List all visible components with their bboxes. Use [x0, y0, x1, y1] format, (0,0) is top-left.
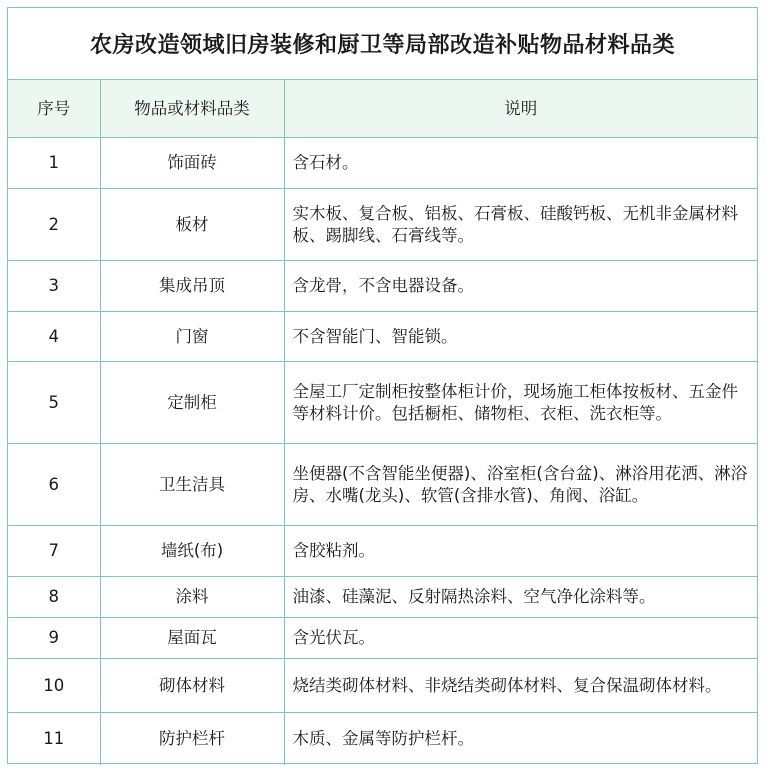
row-item: 定制柜 — [100, 362, 284, 444]
row-desc: 含龙骨，不含电器设备。 — [284, 261, 757, 312]
row-desc: 坐便器(不含智能坐便器)、浴室柜(含台盆)、淋浴用花洒、淋浴房、水嘴(龙头)、软管(含排水管)、角阀、浴缸。 — [284, 444, 757, 526]
row-no: 1 — [8, 138, 100, 189]
row-item: 卫生洁具 — [100, 444, 284, 526]
row-item: 砌体材料 — [100, 659, 284, 713]
row-desc: 含胶粘剂。 — [284, 526, 757, 577]
table-header-row — [8, 80, 757, 138]
subsidy-category-table-frame — [7, 7, 758, 764]
table-row — [8, 312, 757, 362]
category-table — [8, 80, 757, 765]
row-desc: 全屋工厂定制柜按整体柜计价，现场施工柜体按板材、五金件等材料计价。包括橱柜、储物柜、衣柜、洗衣柜等。 — [284, 362, 757, 444]
row-desc: 实木板、复合板、铝板、石膏板、硅酸钙板、无机非金属材料板、踢脚线、石膏线等。 — [284, 189, 757, 261]
header-item: 物品或材料品类 — [100, 80, 284, 138]
table-row — [8, 713, 757, 765]
table-row — [8, 261, 757, 312]
row-no: 7 — [8, 526, 100, 577]
row-desc: 不含智能门、智能锁。 — [284, 312, 757, 362]
row-desc: 含光伏瓦。 — [284, 618, 757, 659]
row-item: 涂料 — [100, 577, 284, 618]
table-row — [8, 189, 757, 261]
row-desc: 木质、金属等防护栏杆。 — [284, 713, 757, 765]
table-row — [8, 659, 757, 713]
row-desc: 油漆、硅藻泥、反射隔热涂料、空气净化涂料等。 — [284, 577, 757, 618]
row-item: 防护栏杆 — [100, 713, 284, 765]
row-item: 饰面砖 — [100, 138, 284, 189]
table-row — [8, 618, 757, 659]
header-no: 序号 — [8, 80, 100, 138]
row-item: 墙纸(布) — [100, 526, 284, 577]
row-item: 门窗 — [100, 312, 284, 362]
row-no: 5 — [8, 362, 100, 444]
table-row — [8, 444, 757, 526]
table-row — [8, 138, 757, 189]
row-desc: 烧结类砌体材料、非烧结类砌体材料、复合保温砌体材料。 — [284, 659, 757, 713]
row-no: 9 — [8, 618, 100, 659]
table-title: 农房改造领域旧房装修和厨卫等局部改造补贴物品材料品类 — [8, 8, 757, 80]
row-desc: 含石材。 — [284, 138, 757, 189]
row-no: 2 — [8, 189, 100, 261]
row-no: 4 — [8, 312, 100, 362]
row-no: 10 — [8, 659, 100, 713]
table-row — [8, 577, 757, 618]
row-item: 板材 — [100, 189, 284, 261]
row-no: 6 — [8, 444, 100, 526]
row-no: 8 — [8, 577, 100, 618]
row-no: 11 — [8, 713, 100, 765]
row-item: 屋面瓦 — [100, 618, 284, 659]
row-item: 集成吊顶 — [100, 261, 284, 312]
table-row — [8, 526, 757, 577]
header-desc: 说明 — [284, 80, 757, 138]
table-row — [8, 362, 757, 444]
row-no: 3 — [8, 261, 100, 312]
